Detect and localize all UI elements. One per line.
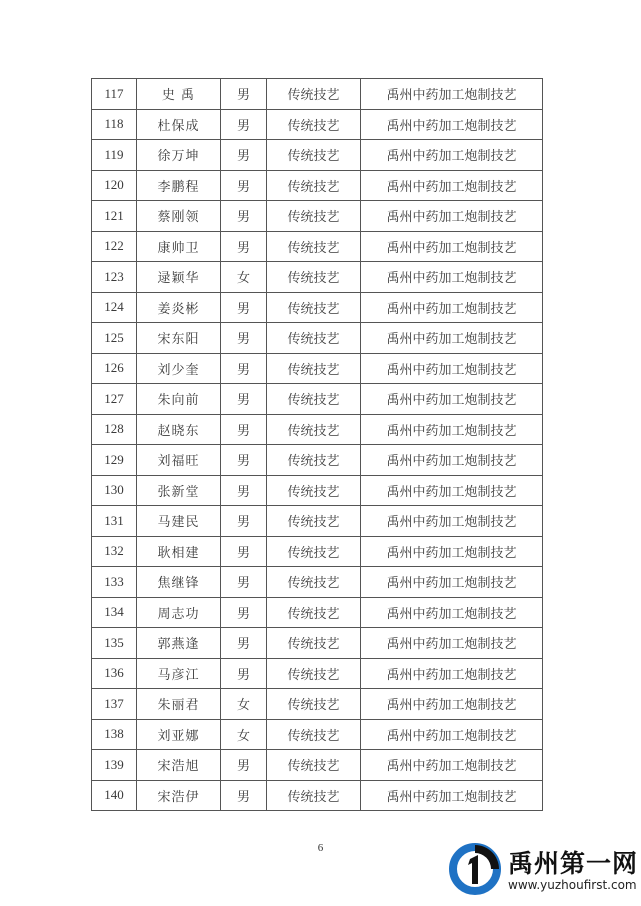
- name-cell: 康帅卫: [137, 231, 221, 262]
- project-cell: 禹州中药加工炮制技艺: [361, 384, 543, 415]
- name-cell: 杜保成: [137, 109, 221, 140]
- row-number-cell: 133: [92, 567, 137, 598]
- table-row: [92, 567, 543, 598]
- gender-cell: 男: [221, 506, 267, 537]
- row-number-cell: 137: [92, 689, 137, 720]
- category-cell: 传统技艺: [267, 658, 361, 689]
- yuzhou-number-one-logo-icon: [448, 842, 502, 896]
- name-cell: 宋浩伊: [137, 780, 221, 811]
- name-cell: 马建民: [137, 506, 221, 537]
- project-cell: 禹州中药加工炮制技艺: [361, 658, 543, 689]
- row-number-cell: 125: [92, 323, 137, 354]
- table-row: [92, 384, 543, 415]
- category-cell: 传统技艺: [267, 567, 361, 598]
- table-row: [92, 506, 543, 537]
- gender-cell: 男: [221, 750, 267, 781]
- name-cell: 刘少奎: [137, 353, 221, 384]
- table-row: [92, 323, 543, 354]
- project-cell: 禹州中药加工炮制技艺: [361, 79, 543, 110]
- category-cell: 传统技艺: [267, 414, 361, 445]
- category-cell: 传统技艺: [267, 475, 361, 506]
- table-row: [92, 414, 543, 445]
- table-row: [92, 201, 543, 232]
- table-row: [92, 536, 543, 567]
- project-cell: 禹州中药加工炮制技艺: [361, 597, 543, 628]
- category-cell: 传统技艺: [267, 780, 361, 811]
- row-number-cell: 127: [92, 384, 137, 415]
- name-cell: 周志功: [137, 597, 221, 628]
- category-cell: 传统技艺: [267, 323, 361, 354]
- gender-cell: 男: [221, 323, 267, 354]
- project-cell: 禹州中药加工炮制技艺: [361, 109, 543, 140]
- gender-cell: 男: [221, 109, 267, 140]
- gender-cell: 男: [221, 536, 267, 567]
- gender-cell: 男: [221, 597, 267, 628]
- project-cell: 禹州中药加工炮制技艺: [361, 201, 543, 232]
- project-cell: 禹州中药加工炮制技艺: [361, 292, 543, 323]
- name-cell: 李鹏程: [137, 170, 221, 201]
- row-number-cell: 126: [92, 353, 137, 384]
- inheritor-table-body: [92, 79, 543, 811]
- name-cell: 郭燕逢: [137, 628, 221, 659]
- category-cell: 传统技艺: [267, 445, 361, 476]
- project-cell: 禹州中药加工炮制技艺: [361, 170, 543, 201]
- name-cell: 徐万坤: [137, 140, 221, 171]
- gender-cell: 男: [221, 445, 267, 476]
- category-cell: 传统技艺: [267, 79, 361, 110]
- name-cell: 宋东阳: [137, 323, 221, 354]
- project-cell: 禹州中药加工炮制技艺: [361, 689, 543, 720]
- table-row: [92, 658, 543, 689]
- name-cell: 刘亚娜: [137, 719, 221, 750]
- row-number-cell: 124: [92, 292, 137, 323]
- row-number-cell: 135: [92, 628, 137, 659]
- row-number-cell: 130: [92, 475, 137, 506]
- row-number-cell: 138: [92, 719, 137, 750]
- category-cell: 传统技艺: [267, 384, 361, 415]
- category-cell: 传统技艺: [267, 109, 361, 140]
- row-number-cell: 134: [92, 597, 137, 628]
- project-cell: 禹州中药加工炮制技艺: [361, 719, 543, 750]
- table-row: [92, 353, 543, 384]
- gender-cell: 男: [221, 170, 267, 201]
- name-cell: 马彦江: [137, 658, 221, 689]
- row-number-cell: 132: [92, 536, 137, 567]
- row-number-cell: 118: [92, 109, 137, 140]
- name-cell: 蔡刚领: [137, 201, 221, 232]
- category-cell: 传统技艺: [267, 140, 361, 171]
- name-cell: 赵晓东: [137, 414, 221, 445]
- category-cell: 传统技艺: [267, 292, 361, 323]
- table-row: [92, 597, 543, 628]
- gender-cell: 男: [221, 658, 267, 689]
- category-cell: 传统技艺: [267, 597, 361, 628]
- page-number: 6: [317, 842, 324, 854]
- project-cell: 禹州中药加工炮制技艺: [361, 475, 543, 506]
- row-number-cell: 119: [92, 140, 137, 171]
- row-number-cell: 140: [92, 780, 137, 811]
- gender-cell: 男: [221, 628, 267, 659]
- project-cell: 禹州中药加工炮制技艺: [361, 536, 543, 567]
- table-row: [92, 79, 543, 110]
- project-cell: 禹州中药加工炮制技艺: [361, 353, 543, 384]
- row-number-cell: 128: [92, 414, 137, 445]
- row-number-cell: 136: [92, 658, 137, 689]
- table-row: [92, 628, 543, 659]
- category-cell: 传统技艺: [267, 536, 361, 567]
- table-row: [92, 140, 543, 171]
- project-cell: 禹州中药加工炮制技艺: [361, 262, 543, 293]
- row-number-cell: 122: [92, 231, 137, 262]
- project-cell: 禹州中药加工炮制技艺: [361, 323, 543, 354]
- row-number-cell: 120: [92, 170, 137, 201]
- project-cell: 禹州中药加工炮制技艺: [361, 750, 543, 781]
- row-number-cell: 121: [92, 201, 137, 232]
- category-cell: 传统技艺: [267, 170, 361, 201]
- project-cell: 禹州中药加工炮制技艺: [361, 780, 543, 811]
- table-row: [92, 719, 543, 750]
- row-number-cell: 117: [92, 79, 137, 110]
- name-cell: 宋浩旭: [137, 750, 221, 781]
- table-row: [92, 109, 543, 140]
- name-cell: 朱丽君: [137, 689, 221, 720]
- gender-cell: 男: [221, 79, 267, 110]
- watermark-title: 禹州第一网: [508, 849, 639, 878]
- name-cell: 焦继锋: [137, 567, 221, 598]
- table-row: [92, 231, 543, 262]
- category-cell: 传统技艺: [267, 689, 361, 720]
- project-cell: 禹州中药加工炮制技艺: [361, 231, 543, 262]
- gender-cell: 男: [221, 292, 267, 323]
- project-cell: 禹州中药加工炮制技艺: [361, 140, 543, 171]
- site-watermark: [448, 842, 639, 898]
- table-row: [92, 170, 543, 201]
- project-cell: 禹州中药加工炮制技艺: [361, 567, 543, 598]
- row-number-cell: 129: [92, 445, 137, 476]
- gender-cell: 女: [221, 262, 267, 293]
- row-number-cell: 139: [92, 750, 137, 781]
- name-cell: 刘福旺: [137, 445, 221, 476]
- name-cell: 史 禹: [137, 79, 221, 110]
- name-cell: 逯颖华: [137, 262, 221, 293]
- name-cell: 张新堂: [137, 475, 221, 506]
- gender-cell: 男: [221, 475, 267, 506]
- gender-cell: 男: [221, 567, 267, 598]
- table-row: [92, 262, 543, 293]
- category-cell: 传统技艺: [267, 353, 361, 384]
- project-cell: 禹州中药加工炮制技艺: [361, 414, 543, 445]
- gender-cell: 男: [221, 384, 267, 415]
- row-number-cell: 123: [92, 262, 137, 293]
- table-row: [92, 292, 543, 323]
- table-row: [92, 475, 543, 506]
- gender-cell: 男: [221, 414, 267, 445]
- category-cell: 传统技艺: [267, 750, 361, 781]
- gender-cell: 男: [221, 231, 267, 262]
- gender-cell: 男: [221, 353, 267, 384]
- category-cell: 传统技艺: [267, 628, 361, 659]
- gender-cell: 男: [221, 780, 267, 811]
- project-cell: 禹州中药加工炮制技艺: [361, 445, 543, 476]
- gender-cell: 男: [221, 201, 267, 232]
- name-cell: 姜炎彬: [137, 292, 221, 323]
- name-cell: 朱向前: [137, 384, 221, 415]
- name-cell: 耿相建: [137, 536, 221, 567]
- category-cell: 传统技艺: [267, 719, 361, 750]
- category-cell: 传统技艺: [267, 201, 361, 232]
- table-row: [92, 780, 543, 811]
- category-cell: 传统技艺: [267, 506, 361, 537]
- gender-cell: 男: [221, 140, 267, 171]
- category-cell: 传统技艺: [267, 262, 361, 293]
- gender-cell: 女: [221, 689, 267, 720]
- inheritor-table: [91, 78, 543, 811]
- project-cell: 禹州中药加工炮制技艺: [361, 628, 543, 659]
- project-cell: 禹州中药加工炮制技艺: [361, 506, 543, 537]
- row-number-cell: 131: [92, 506, 137, 537]
- table-row: [92, 750, 543, 781]
- gender-cell: 女: [221, 719, 267, 750]
- category-cell: 传统技艺: [267, 231, 361, 262]
- watermark-url: www.yuzhoufirst.com: [508, 878, 637, 892]
- table-row: [92, 689, 543, 720]
- table-row: [92, 445, 543, 476]
